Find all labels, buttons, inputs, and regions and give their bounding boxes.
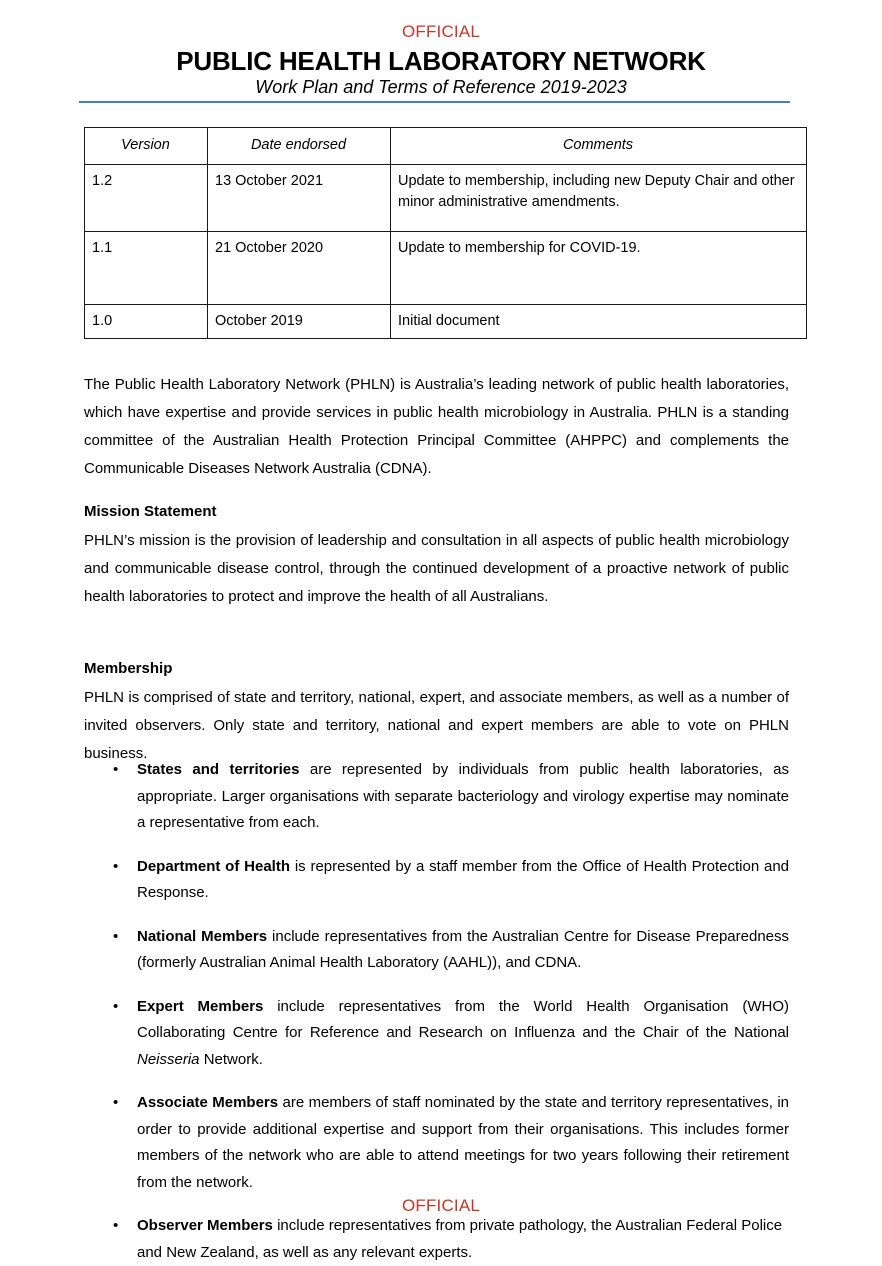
- page-title: PUBLIC HEALTH LABORATORY NETWORK: [176, 46, 706, 76]
- cell-version: 1.2: [85, 165, 208, 232]
- bullet-point-icon: •: [113, 761, 119, 778]
- table-header-row: [85, 128, 807, 165]
- page-subtitle: Work Plan and Terms of Reference 2019-2023: [255, 77, 627, 97]
- table-row: [85, 305, 807, 339]
- cell-version: 1.0: [85, 305, 208, 339]
- cell-comments: Update to membership for COVID-19.: [391, 232, 807, 305]
- mission-statement-heading: Mission Statement: [84, 503, 217, 520]
- header-divider-rule: [79, 101, 790, 103]
- column-header-version: Version: [85, 128, 208, 165]
- list-item-text: include representatives from the World Health Organisation (WHO) Collaborating Centre for Reference and Research on Influenza and the Chair of the National: [137, 997, 789, 1041]
- list-item-term: States and territories: [137, 761, 300, 778]
- list-item-text: include representatives from the Australian Centre for Disease Preparedness (formerly Australian Animal Health Laboratory (AAHL)), and CDNA.: [137, 927, 790, 971]
- mission-statement-paragraph: PHLN’s mission is the provision of leadership and consultation in all aspects of public health microbiology and communicable disease control, through the continued development of a proactive network of public health laboratories to protect and improve the health of all Australians.: [84, 532, 789, 605]
- list-item: [84, 854, 789, 907]
- list-item-term: Associate Members: [137, 1094, 279, 1111]
- list-item: [84, 757, 789, 837]
- list-item: [84, 1213, 789, 1266]
- list-item-italic-term: Neisseria: [137, 1050, 200, 1068]
- intro-section: [84, 371, 789, 483]
- mission-statement-body: [84, 527, 789, 611]
- list-item: [84, 1090, 789, 1196]
- column-header-comments: Comments: [391, 128, 807, 165]
- membership-section: [84, 655, 789, 683]
- membership-paragraph: PHLN is comprised of state and territory, national, expert, and associate members, as well as a number of invited observers. Only state and territory, national and expert members are able to vote on PHLN business.: [84, 689, 789, 762]
- bullet-point-icon: •: [113, 927, 119, 945]
- membership-list-container: [84, 757, 789, 1266]
- list-item-text: is represented by a staff member from the Office of Health Protection and Response.: [137, 857, 790, 901]
- cell-date: October 2019: [208, 305, 391, 339]
- footer-classification-label: OFFICIAL: [401, 1196, 481, 1215]
- cell-date: 13 October 2021: [208, 165, 391, 232]
- list-item: [84, 924, 789, 977]
- list-item-text: are members of staff nominated by the state and territory representatives, in order to provide additional expertise and support from their organisations. This includes former members of the network who are able to attend meetings for two years following their retirement from the network.: [137, 1094, 790, 1191]
- table-row: [85, 165, 807, 232]
- list-item-term: National Members: [137, 927, 268, 945]
- list-item-text: are represented by individuals from public health laboratories, as appropriate. Larger organisations with separate bacteriology and virology expertise may nominate a representative from each.: [137, 761, 789, 831]
- mission-statement-section: [84, 498, 789, 526]
- bullet-point-icon: •: [113, 1217, 119, 1234]
- bullet-point-icon: •: [113, 857, 119, 875]
- version-history-table: [84, 127, 807, 339]
- list-item-term: Expert Members: [137, 997, 264, 1015]
- list-item-text: include representatives from private pathology, the Australian Federal Police and New Zealand, as well as any relevant experts.: [137, 1217, 783, 1261]
- table-row: [85, 232, 807, 305]
- membership-heading: Membership: [84, 660, 173, 677]
- column-header-date-endorsed: Date endorsed: [208, 128, 391, 165]
- bullet-point-icon: •: [113, 997, 119, 1015]
- list-item: [84, 994, 789, 1074]
- list-item-text-after: Network.: [199, 1050, 263, 1068]
- membership-list: [84, 757, 789, 1266]
- bullet-point-icon: •: [113, 1094, 119, 1111]
- intro-paragraph: The Public Health Laboratory Network (PHLN) is Australia’s leading network of public health laboratories, which have expertise and provide services in public health microbiology in Australia. PHLN is a standing committee of the Australian Health Protection Principal Committee (AHPPC) and complements the Communicable Diseases Network Australia (CDNA).: [84, 376, 789, 477]
- cell-date: 21 October 2020: [208, 232, 391, 305]
- cell-comments: Initial document: [391, 305, 807, 339]
- list-item-term: Observer Members: [137, 1217, 273, 1234]
- cell-comments: Update to membership, including new Deputy Chair and other minor administrative amendments.: [391, 165, 807, 232]
- cell-version: 1.1: [85, 232, 208, 305]
- list-item-term: Department of Health: [137, 857, 290, 875]
- membership-intro: [84, 684, 789, 768]
- header-classification-label: OFFICIAL: [401, 22, 481, 41]
